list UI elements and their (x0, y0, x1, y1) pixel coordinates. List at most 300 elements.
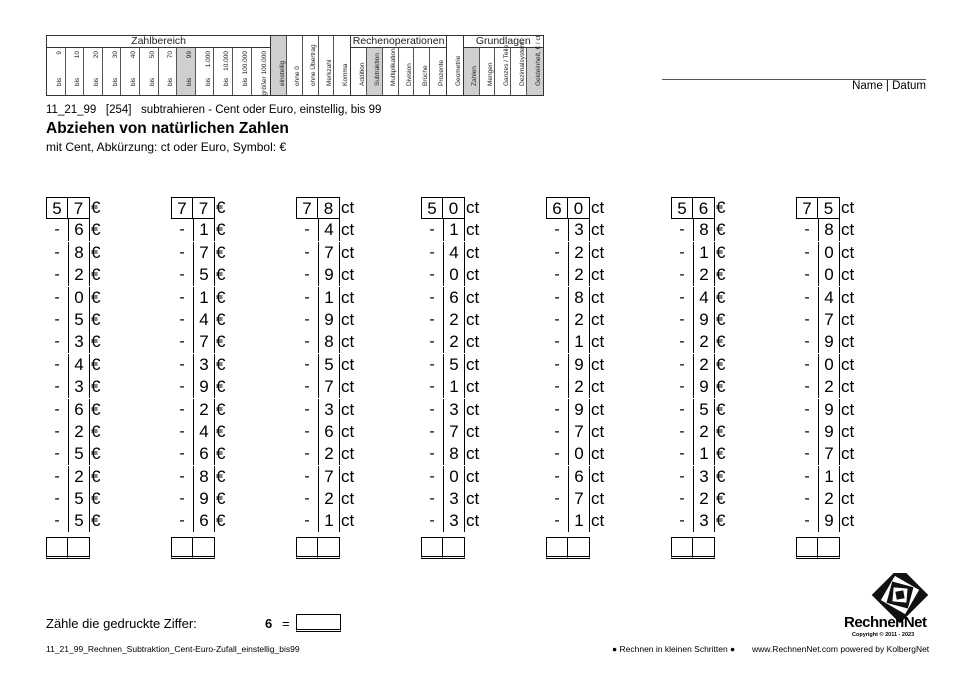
unit-label: € (216, 198, 226, 217)
unit-label: ct (841, 489, 855, 509)
subtrahend-digit: 0 (568, 443, 590, 465)
minus-sign: - (54, 266, 60, 284)
subtrahend-digit: 0 (818, 264, 840, 286)
subtrahend-digit: 2 (693, 488, 715, 510)
unit-label: ct (341, 332, 355, 352)
unit-label: ct (341, 198, 355, 217)
unit-label: ct (466, 287, 480, 307)
minus-sign: - (54, 221, 60, 239)
subtrahend-digit: 5 (193, 264, 215, 286)
subtrahend-digit: 9 (818, 399, 840, 421)
copyright: Copyright © 2011 - 2023 (852, 632, 915, 638)
header-category-label: bis (167, 77, 175, 86)
subtrahend-digit: 5 (68, 488, 90, 510)
footer-website: www.RechnenNet.com powered by KolbergNet (752, 644, 930, 654)
unit-label: ct (341, 399, 355, 419)
subtrahend-digit: 4 (193, 309, 215, 331)
unit-label: ct (466, 444, 480, 464)
minus-sign: - (804, 422, 810, 440)
answer-box[interactable] (796, 537, 818, 559)
header-category-label: bis (148, 77, 156, 86)
header-category-label: bis (223, 77, 231, 86)
unit-label: € (91, 198, 101, 217)
minus-sign: - (429, 355, 435, 373)
minus-sign: - (179, 288, 185, 306)
header-category-label: ohne Übertrag (310, 44, 318, 86)
unit-label: € (216, 444, 226, 464)
minus-sign: - (304, 288, 310, 306)
unit-label: ct (466, 466, 480, 486)
minus-sign: - (804, 221, 810, 239)
subtrahend-digit: 7 (818, 309, 840, 331)
unit-label: ct (341, 220, 355, 240)
subtrahend-digit: 9 (193, 488, 215, 510)
unit-label: € (91, 444, 101, 464)
unit-label: ct (466, 511, 480, 531)
unit-label: ct (466, 220, 480, 240)
header-category-label: Prozente (438, 59, 446, 86)
header-category-cell (121, 48, 140, 95)
header-category-cell (252, 48, 271, 95)
unit-label: € (91, 287, 101, 307)
header-group (447, 36, 464, 95)
subtrahend-digit: 3 (443, 510, 465, 532)
header-category-cell (233, 48, 252, 95)
subtrahend-digit: 9 (568, 399, 590, 421)
minus-sign: - (179, 445, 185, 463)
header-category-label: Merkzahl (325, 59, 333, 86)
subtrahend-digit: 4 (818, 287, 840, 309)
minus-sign: - (429, 400, 435, 418)
minus-sign: - (804, 288, 810, 306)
minus-sign: - (679, 378, 685, 396)
unit-label: € (216, 466, 226, 486)
minus-sign: - (179, 221, 185, 239)
unit-label: € (716, 265, 726, 285)
unit-label: ct (841, 265, 855, 285)
answer-box[interactable] (671, 537, 693, 559)
subtrahend-digit: 8 (693, 219, 715, 241)
subtrahend-digit: 9 (318, 309, 340, 331)
subtrahend-digit: 6 (318, 421, 340, 443)
unit-label: ct (591, 489, 605, 509)
header-category-label: Multiplikation (390, 48, 398, 86)
subtrahend-digit: 3 (68, 331, 90, 353)
subtrahend-digit: 1 (318, 510, 340, 532)
unit-label: ct (341, 287, 355, 307)
minus-sign: - (429, 422, 435, 440)
header-category-cell (383, 48, 399, 95)
subtrahend-digit: 9 (318, 264, 340, 286)
minuend-digit: 7 (171, 197, 193, 219)
unit-label: ct (341, 421, 355, 441)
header-group-title: Zahlbereich (47, 36, 270, 48)
unit-label: ct (341, 242, 355, 262)
minus-sign: - (804, 266, 810, 284)
minus-sign: - (54, 288, 60, 306)
subtrahend-digit: 6 (443, 287, 465, 309)
minus-sign: - (179, 310, 185, 328)
subtrahend-digit: 1 (443, 219, 465, 241)
answer-box[interactable] (443, 537, 465, 559)
subtrahend-digit: 5 (68, 443, 90, 465)
minus-sign: - (804, 310, 810, 328)
answer-box[interactable] (421, 537, 443, 559)
subtrahend-digit: 0 (443, 264, 465, 286)
minus-sign: - (679, 243, 685, 261)
minus-sign: - (804, 445, 810, 463)
name-date-label: Name | Datum (852, 80, 926, 92)
unit-label: € (91, 354, 101, 374)
minus-sign: - (429, 310, 435, 328)
unit-label: € (716, 354, 726, 374)
answer-box[interactable] (818, 537, 840, 559)
subtrahend-digit: 8 (68, 242, 90, 264)
header-category-label: Dezimalsystem (518, 41, 526, 86)
subtrahend-digit: 2 (693, 354, 715, 376)
subtrahend-digit: 5 (68, 309, 90, 331)
header-range-value: 1.000 (204, 51, 212, 68)
header-range-value: 10.000 (223, 51, 231, 71)
answer-box[interactable] (193, 537, 215, 559)
minus-sign: - (429, 467, 435, 485)
header-category-label: bis (241, 77, 249, 86)
unit-label: ct (591, 377, 605, 397)
minus-sign: - (304, 400, 310, 418)
unit-label: € (91, 466, 101, 486)
answer-box[interactable] (68, 537, 90, 559)
header-category-label: bis (74, 77, 82, 86)
unit-label: € (716, 287, 726, 307)
subtrahend-digit: 2 (318, 488, 340, 510)
subtrahend-digit: 2 (443, 331, 465, 353)
subtrahend-digit: 1 (193, 219, 215, 241)
minus-sign: - (429, 378, 435, 396)
subtrahend-digit: 9 (818, 510, 840, 532)
minus-sign: - (304, 512, 310, 530)
unit-label: ct (591, 466, 605, 486)
subtrahend-digit: 8 (443, 443, 465, 465)
subtrahend-digit: 5 (68, 510, 90, 532)
subtrahend-digit: 7 (568, 488, 590, 510)
subtrahend-digit: 1 (693, 242, 715, 264)
answer-box[interactable] (568, 537, 590, 559)
count-digit: 6 (265, 616, 273, 631)
minuend-digit: 7 (796, 197, 818, 219)
header-category-cell (319, 36, 335, 95)
header-range-value: 100.000 (241, 51, 249, 75)
header-category-label: Geldeinheit, € / ct (534, 35, 542, 86)
subtrahend-digit: 2 (568, 309, 590, 331)
unit-label: € (716, 377, 726, 397)
minuend-digit: 5 (421, 197, 443, 219)
subtrahend-digit: 7 (318, 242, 340, 264)
minus-sign: - (554, 288, 560, 306)
subtrahend-digit: 1 (818, 466, 840, 488)
header-category-label: einstellig (278, 60, 286, 86)
header-category-cell (303, 36, 319, 95)
header-category-cell (287, 36, 303, 95)
unit-label: ct (591, 242, 605, 262)
minus-sign: - (429, 221, 435, 239)
minus-sign: - (304, 333, 310, 351)
subtrahend-digit: 2 (568, 264, 590, 286)
unit-label: € (716, 399, 726, 419)
unit-label: ct (341, 511, 355, 531)
minus-sign: - (679, 333, 685, 351)
footer-slogan: ● Rechnen in kleinen Schritten ● (612, 644, 736, 654)
unit-label: € (216, 511, 226, 531)
minus-sign: - (304, 467, 310, 485)
subtrahend-digit: 2 (193, 399, 215, 421)
subtrahend-digit: 7 (318, 376, 340, 398)
header-category-label: Ganzes / Teile (502, 44, 510, 86)
minus-sign: - (179, 422, 185, 440)
unit-label: € (216, 242, 226, 262)
subtrahend-digit: 0 (68, 287, 90, 309)
subtrahend-digit: 7 (818, 443, 840, 465)
subtrahend-digit: 9 (193, 376, 215, 398)
worksheet-code: 11_21_99 [254] subtrahieren - Cent oder Euro, einstellig, bis 99 (46, 104, 382, 116)
unit-label: ct (591, 309, 605, 329)
header-category-cell (159, 48, 178, 95)
subtrahend-digit: 2 (68, 466, 90, 488)
subtrahend-digit: 6 (193, 510, 215, 532)
subtrahend-digit: 4 (693, 287, 715, 309)
unit-label: € (91, 399, 101, 419)
unit-label: ct (466, 354, 480, 374)
unit-label: € (216, 399, 226, 419)
subtrahend-digit: 3 (68, 376, 90, 398)
minuend-digit: 5 (671, 197, 693, 219)
minus-sign: - (179, 266, 185, 284)
header-category-label: Addition (358, 62, 366, 86)
header-category-cell (47, 48, 66, 95)
minus-sign: - (304, 310, 310, 328)
header-category-label: Mengen (486, 62, 494, 86)
unit-label: ct (841, 421, 855, 441)
answer-box[interactable] (296, 537, 318, 559)
subtrahend-digit: 7 (318, 466, 340, 488)
unit-label: ct (466, 377, 480, 397)
subtrahend-digit: 5 (443, 354, 465, 376)
minuend-digit: 8 (318, 197, 340, 219)
minus-sign: - (554, 400, 560, 418)
header-range-value: größer 100.000 (260, 51, 268, 96)
footer-filename: 11_21_99_Rechnen_Subtraktion_Cent-Euro-Zufall_einstellig_bis99 (46, 644, 300, 654)
subtrahend-digit: 1 (568, 510, 590, 532)
header-category-label: bis (55, 77, 63, 86)
unit-label: ct (466, 309, 480, 329)
unit-label: ct (591, 421, 605, 441)
subtrahend-digit: 3 (443, 399, 465, 421)
header-category-label: Komma (342, 63, 350, 86)
minus-sign: - (179, 243, 185, 261)
header-category-label: Zahlen (471, 66, 479, 86)
unit-label: € (216, 220, 226, 240)
minus-sign: - (429, 512, 435, 530)
page-title: Abziehen von natürlichen Zahlen (46, 120, 289, 137)
minus-sign: - (54, 378, 60, 396)
unit-label: € (91, 220, 101, 240)
unit-label: ct (466, 198, 480, 217)
answer-box[interactable] (46, 537, 68, 559)
minus-sign: - (804, 355, 810, 373)
minus-sign: - (304, 243, 310, 261)
unit-label: ct (841, 511, 855, 531)
header-category-label: bis (185, 77, 193, 86)
unit-label: € (716, 220, 726, 240)
unit-label: ct (841, 466, 855, 486)
unit-label: ct (466, 421, 480, 441)
answer-box[interactable] (318, 537, 340, 559)
header-category-cell (495, 44, 511, 95)
subtrahend-digit: 2 (818, 376, 840, 398)
answer-box[interactable] (693, 537, 715, 559)
unit-label: € (91, 265, 101, 285)
minuend-digit: 0 (568, 197, 590, 219)
minus-sign: - (304, 490, 310, 508)
minus-sign: - (554, 467, 560, 485)
category-header-table (46, 35, 544, 96)
minuend-digit: 6 (546, 197, 568, 219)
minuend-digit: 7 (296, 197, 318, 219)
minus-sign: - (804, 333, 810, 351)
count-answer-box[interactable] (296, 614, 341, 632)
minus-sign: - (179, 467, 185, 485)
minus-sign: - (554, 355, 560, 373)
unit-label: € (716, 242, 726, 262)
unit-label: ct (466, 332, 480, 352)
subtrahend-digit: 8 (318, 331, 340, 353)
unit-label: € (91, 489, 101, 509)
minus-sign: - (679, 221, 685, 239)
subtrahend-digit: 2 (568, 242, 590, 264)
unit-label: ct (841, 377, 855, 397)
subtrahend-digit: 2 (693, 421, 715, 443)
unit-label: ct (591, 399, 605, 419)
minus-sign: - (679, 288, 685, 306)
minus-sign: - (429, 445, 435, 463)
subtrahend-digit: 0 (818, 242, 840, 264)
minus-sign: - (554, 422, 560, 440)
unit-label: ct (841, 309, 855, 329)
header-category-label: Subtraktion (374, 53, 382, 86)
subtrahend-digit: 0 (818, 354, 840, 376)
page-subtitle: mit Cent, Abkürzung: ct oder Euro, Symbol: € (46, 140, 287, 154)
answer-box[interactable] (546, 537, 568, 559)
header-category-cell (196, 48, 215, 95)
subtrahend-digit: 5 (318, 354, 340, 376)
subtrahend-digit: 5 (693, 399, 715, 421)
unit-label: € (91, 377, 101, 397)
minuend-digit: 6 (693, 197, 715, 219)
minus-sign: - (804, 378, 810, 396)
subtrahend-digit: 8 (568, 287, 590, 309)
unit-label: ct (341, 444, 355, 464)
unit-label: € (216, 332, 226, 352)
unit-label: ct (466, 242, 480, 262)
minus-sign: - (554, 378, 560, 396)
unit-label: ct (466, 265, 480, 285)
header-category-label: Division (405, 63, 413, 86)
unit-label: ct (841, 220, 855, 240)
header-category-label: Brüche (421, 65, 429, 86)
header-category-cell (66, 48, 85, 95)
minus-sign: - (804, 490, 810, 508)
header-category-label: Geometrie (454, 55, 462, 86)
minus-sign: - (554, 490, 560, 508)
header-category-cell (464, 48, 480, 95)
subtrahend-digit: 1 (568, 331, 590, 353)
subtrahend-digit: 2 (68, 421, 90, 443)
unit-label: € (91, 332, 101, 352)
minus-sign: - (54, 310, 60, 328)
subtrahend-digit: 8 (818, 219, 840, 241)
header-range-value: 10 (74, 51, 82, 59)
unit-label: ct (591, 444, 605, 464)
minus-sign: - (54, 355, 60, 373)
subtrahend-digit: 9 (818, 421, 840, 443)
minus-sign: - (429, 288, 435, 306)
minuend-digit: 5 (818, 197, 840, 219)
minus-sign: - (304, 221, 310, 239)
subtrahend-digit: 9 (568, 354, 590, 376)
minus-sign: - (679, 422, 685, 440)
header-range-value: 30 (111, 51, 119, 59)
subtrahend-digit: 9 (693, 309, 715, 331)
unit-label: ct (841, 242, 855, 262)
header-group (351, 36, 447, 95)
unit-label: € (216, 421, 226, 441)
unit-label: ct (841, 399, 855, 419)
subtrahend-digit: 6 (68, 219, 90, 241)
header-category-label: bis (204, 77, 212, 86)
unit-label: € (216, 265, 226, 285)
subtrahend-digit: 3 (443, 488, 465, 510)
minus-sign: - (429, 266, 435, 284)
header-category-cell (511, 41, 527, 95)
header-category-cell (480, 48, 496, 95)
header-range-value: 99 (185, 51, 193, 59)
minus-sign: - (554, 333, 560, 351)
minus-sign: - (54, 490, 60, 508)
subtrahend-digit: 2 (693, 331, 715, 353)
unit-label: € (216, 489, 226, 509)
minus-sign: - (304, 378, 310, 396)
answer-box[interactable] (171, 537, 193, 559)
unit-label: ct (341, 377, 355, 397)
subtrahend-digit: 4 (193, 421, 215, 443)
header-category-cell (177, 48, 196, 95)
minus-sign: - (679, 467, 685, 485)
subtrahend-digit: 7 (193, 242, 215, 264)
unit-label: ct (841, 332, 855, 352)
unit-label: € (91, 421, 101, 441)
minus-sign: - (179, 512, 185, 530)
unit-label: € (216, 309, 226, 329)
brand-name: RechnenNet (844, 614, 927, 631)
minus-sign: - (804, 467, 810, 485)
unit-label: € (716, 444, 726, 464)
count-label: Zähle die gedruckte Ziffer: (46, 616, 197, 631)
unit-label: ct (341, 466, 355, 486)
header-category-label: ohne 0 (294, 66, 302, 86)
unit-label: € (216, 377, 226, 397)
minus-sign: - (304, 445, 310, 463)
subtrahend-digit: 3 (318, 399, 340, 421)
unit-label: ct (466, 399, 480, 419)
